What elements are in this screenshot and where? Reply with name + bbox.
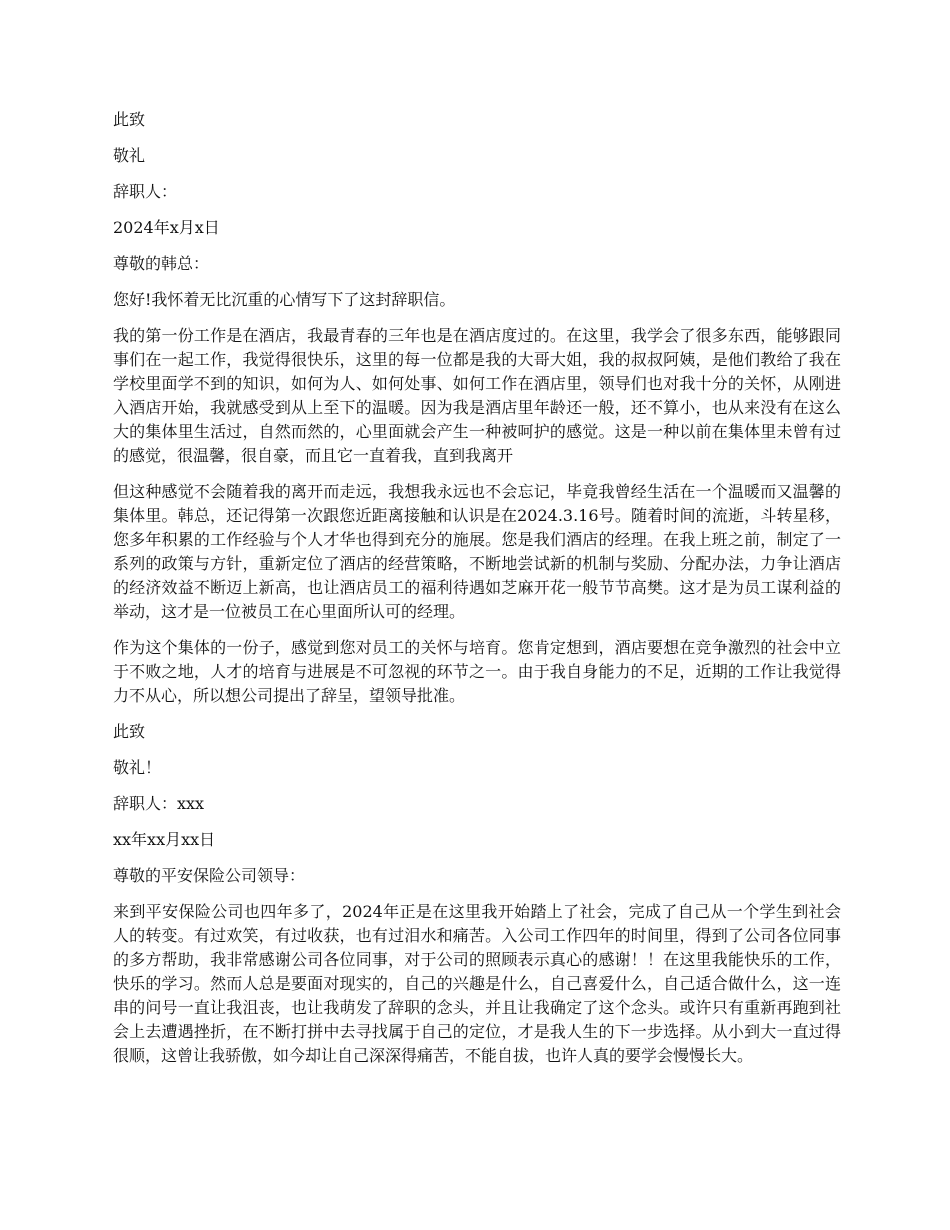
closing-salutation: 此致 bbox=[113, 110, 146, 129]
body-paragraph: 来到平安保险公司也四年多了，2024年正是在这里我开始踏上了社会，完成了自己从一个学生到社会人的转变。有过欢笑，有过收获，也有过泪水和痛苦。入公司工作四年的时间里，得到了公司各位同事的多方帮助，我非常感谢公司各位同事，对于公司的照顾表示真心的感谢！！在这里我能快乐的工作，快乐的学习。然而人总是要面对现实的，自己的兴趣是什么，自己喜爱什么，自己适合做什么，这一连串的问号一直让我沮丧，也让我萌发了辞职的念头，并且让我确定了这个念头。或许只有重新再跑到社会上去遭遇挫折，在不断打拼中去寻找属于自己的定位，才是我人生的下一步选择。从小到大一直过得很顺，这曾让我骄傲，如今却让自己深深得痛苦，不能自拔，也许人真的要学会慢慢长大。 bbox=[113, 902, 841, 1065]
body-paragraph: 我的第一份工作是在酒店，我最青春的三年也是在酒店度过的。在这里，我学会了很多东西，能够跟同事们在一起工作，我觉得很快乐，这里的每一位都是我的大哥大姐，我的叔叔阿姨，是他们教给了我在学校里面学不到的知识，如何为人、如何处事、如何工作在酒店里，领导们也对我十分的关怀，从刚进入酒店开始，我就感受到从上至下的温暖。因为我是酒店里年龄还一般，还不算小，也从来没有在这么大的集体里生活过，自然而然的，心里面就会产生一种被呵护的感觉。这是一种以前在集体里未曾有过的感觉，很温馨，很自豪，而且它一直着我，直到我离开 bbox=[113, 326, 841, 465]
letter-opening: 您好!我怀着无比沉重的心情写下了这封辞职信。 bbox=[113, 290, 456, 309]
date-line: 2024年x月x日 bbox=[113, 218, 220, 237]
letter-greeting: 尊敬的平安保险公司领导： bbox=[113, 866, 306, 885]
body-paragraph: 作为这个集体的一份子，感觉到您对员工的关怀与培育。您肯定想到，酒店要想在竞争激烈的社会中立于不败之地，人才的培育与进展是不可忽视的环节之一。由于我自身能力的不足，近期的工作让我觉得力不从心，所以想公司提出了辞呈，望领导批准。 bbox=[113, 638, 841, 705]
closing-regards: 敬礼 bbox=[113, 146, 146, 165]
date-line: xx年xx月xx日 bbox=[113, 830, 216, 849]
signature-line: 辞职人： bbox=[113, 182, 178, 201]
letter-greeting: 尊敬的韩总： bbox=[113, 254, 210, 273]
closing-salutation: 此致 bbox=[113, 722, 146, 741]
body-paragraph: 但这种感觉不会随着我的离开而走远，我想我永远也不会忘记，毕竟我曾经生活在一个温暖而又温馨的集体里。韩总，还记得第一次跟您近距离接触和认识是在2024.3.16号。随着时间的流逝，斗转星移，您多年积累的工作经验与个人才华也得到充分的施展。您是我们酒店的经理。在我上班之前，制定了一系列的政策与方针，重新定位了酒店的经营策略，不断地尝试新的机制与奖励、分配办法，力争让酒店的经济效益不断迈上新高，也让酒店员工的福利待遇如芝麻开花一般节节高樊。这才是为员工谋利益的举动，这才是一位被员工在心里面所认可的经理。 bbox=[113, 482, 841, 621]
closing-regards: 敬礼！ bbox=[113, 758, 162, 777]
document-body bbox=[113, 108, 841, 1080]
signature-line: 辞职人：xxx bbox=[113, 794, 205, 813]
